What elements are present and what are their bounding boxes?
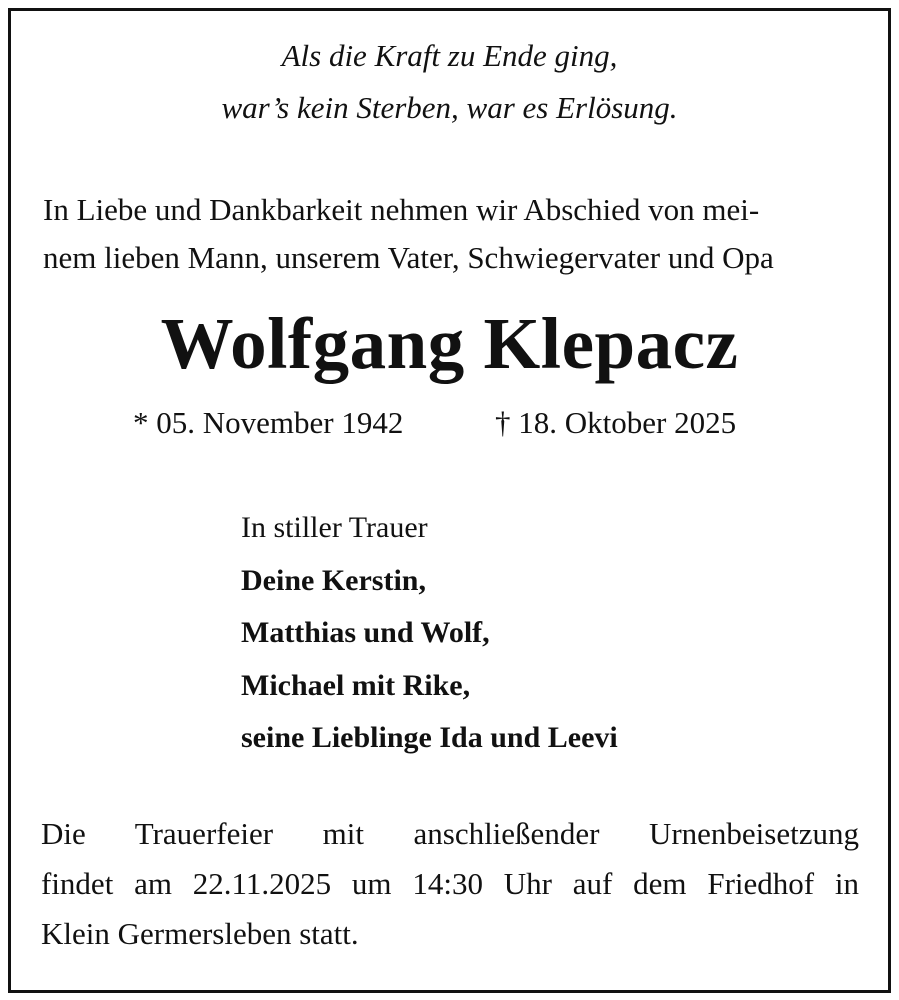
deceased-name: Wolfgang Klepacz [160,303,739,384]
intro-line-1: In Liebe und Dankbarkeit nehmen wir Abschied von mei- [43,192,760,227]
mourners-heading: In stiller Trauer [241,511,428,544]
mourners-block [241,502,618,765]
funeral-info-line-3: Klein Germersleben statt. [41,916,359,951]
mourner-name: seine Lieblinge Ida und Leevi [241,721,618,754]
motto-line-1: Als die Kraft zu Ende ging, [281,38,618,73]
death-date: † 18. Oktober 2025 [495,405,737,440]
birth-date: * 05. November 1942 [133,405,404,440]
mourner-name: Deine Kerstin, [241,563,426,597]
motto-line-2: war’s kein Sterben, war es Erlösung. [221,90,678,125]
intro-line-2: nem lieben Mann, unserem Vater, Schwiegervater und Opa [43,240,774,275]
funeral-info-line-2: findet am 22.11.2025 um 14:30 Uhr auf dem Friedhof in [41,866,859,901]
mourner-name: Michael mit Rike, [241,668,471,702]
mourner-name: Matthias und Wolf, [241,616,490,649]
funeral-info-line-1: Die Trauerfeier mit anschließender Urnenbeisetzung [41,816,859,851]
